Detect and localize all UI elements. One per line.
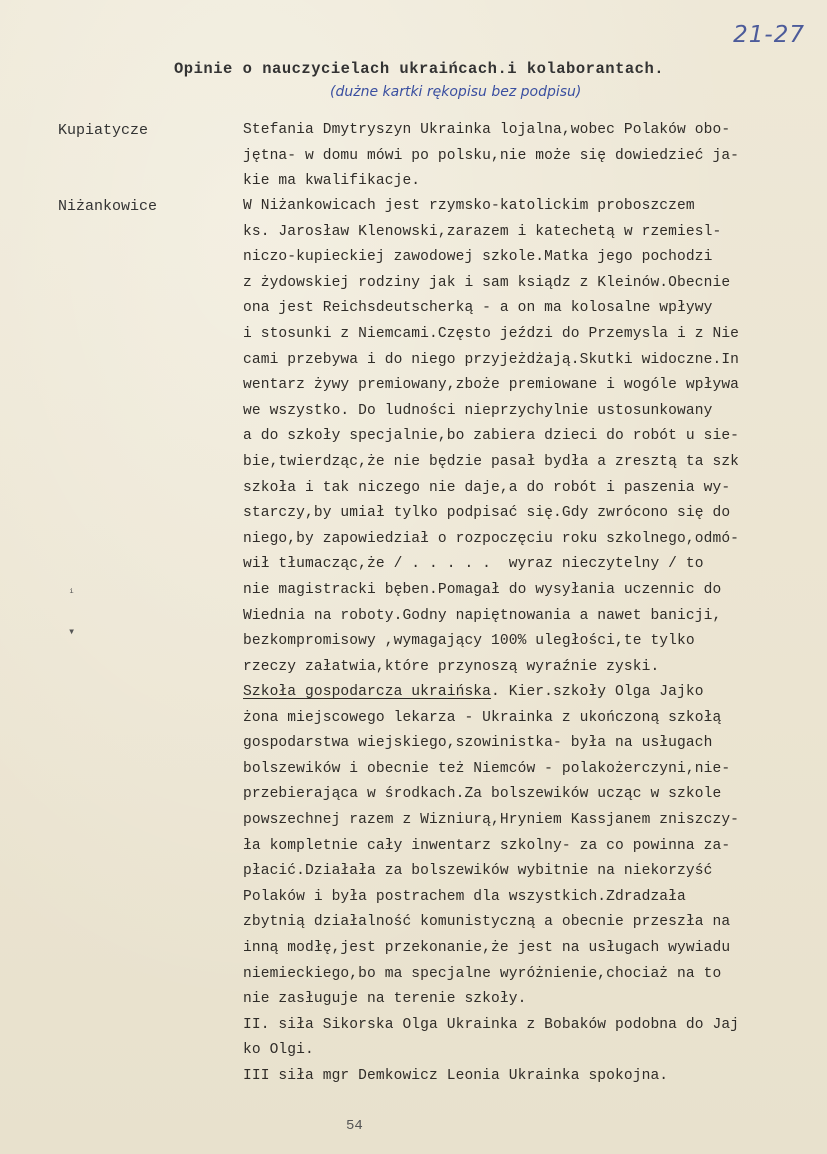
text-line: kie ma kwalifikacje. <box>243 173 421 190</box>
page-number: 54 <box>346 1118 363 1134</box>
text-line: przebierająca w środkach.Za bolszewików ucząc w szkole <box>243 786 722 803</box>
text-line: bolszewików i obecnie też Niemców - polakożerczyni,nie- <box>243 760 731 777</box>
text-line: II. siła Sikorska Olga Ukrainka z Bobaków podobna do Jaj <box>243 1016 740 1033</box>
text-line: W Niżankowicach jest rzymsko-katolickim proboszczem <box>243 198 695 214</box>
text-line: Polaków i była postrachem dla wszystkich.Zdradzała <box>243 888 686 905</box>
text-line: we wszystko. Do ludności nieprzychylnie ustosunkowany <box>243 402 713 419</box>
text-line: wił tłumacząc,że / . . . . . wyraz nieczytelny / to <box>243 556 704 573</box>
text-line: powszechnej razem z Wizniurą,Hryniem Kassjanem zniszczy- <box>243 812 740 828</box>
text-line: szkoła i tak niczego nie daje,a do robót i paszenia wy- <box>243 479 731 496</box>
text-line: z żydowskiej rodziny jak i sam ksiądz z Kleinów.Obecnie <box>243 274 731 291</box>
text-line: i stosunki z Niemcami.Często jeździ do Przemysla i z Nie <box>243 326 740 342</box>
text-line: płacić.Działała za bolszewików wybitnie na niekorzyść <box>243 863 713 880</box>
text-line: III siła mgr Demkowicz Leonia Ukrainka spokojna. <box>243 1068 669 1084</box>
text-line: zbytnią działalność komunistyczną a obecnie przeszła na <box>243 914 731 931</box>
text-line: żona miejscowego lekarza - Ukrainka z ukończoną szkołą <box>243 709 722 726</box>
text-line: bezkompromisowy ,wymagający 100% uległości,te tylko <box>243 633 695 650</box>
text-line: starczy,by umiał tylko podpisać się.Gdy zwrócono się do <box>243 505 731 522</box>
place-name-nizankowice: Niżankowice <box>58 198 158 215</box>
text-line: Stefania Dmytryszyn Ukrainka lojalna,wobec Polaków obo- <box>243 122 731 138</box>
archive-number: 21-27 <box>733 22 805 48</box>
subheading: Szkoła gospodarcza ukraińska <box>243 684 492 700</box>
handwritten-note: (dużne kartki rękopisu bez podpisu) <box>330 84 582 100</box>
text-line: a do szkoły specjalnie,bo zabiera dzieci do robót u sie- <box>243 428 740 445</box>
text-line: bie,twierdząc,że nie będzie pasał bydła a zresztą ta szk <box>243 454 740 470</box>
text-line: gospodarstwa wiejskiego,szowinistka- była na usługach <box>243 735 713 752</box>
text-line: wentarz żywy premiowany,zboże premiowane i wogóle wpływa <box>243 377 740 394</box>
text-line: inną modłę,jest przekonanie,że jest na usługach wywiadu <box>243 940 731 956</box>
subheading-rest: . Kier.szkoły Olga Jajko <box>491 684 704 700</box>
text-line: nie magistracki bęben.Pomagał do wysyłania uczennic do <box>243 582 722 598</box>
text-line: ko Olgi. <box>243 1042 314 1059</box>
text-line: niczo-kupieckiej zawodowej szkole.Matka jego pochodzi <box>243 249 713 266</box>
text-line: ona jest Reichsdeutscherką - a on ma kolosalne wpływy <box>243 300 713 317</box>
margin-arrow-icon: ▾ <box>68 625 76 639</box>
margin-mark: ⁱ <box>68 587 76 601</box>
text-line: Wiednia na roboty.Godny napiętnowania a nawet banicji, <box>243 607 722 624</box>
text-line: rzeczy załatwia,które przynoszą wyraźnie zyski. <box>243 658 660 675</box>
text-line: ła kompletnie cały inwentarz szkolny- za co powinna za- <box>243 837 731 854</box>
text-line: ks. Jarosław Klenowski,zarazem i katechetą w rzemiesl- <box>243 223 722 240</box>
page-title: Opinie o nauczycielach ukraińcach.i kolaborantach. <box>174 60 665 78</box>
text-line: nie zasługuje na terenie szkoły. <box>243 991 527 1008</box>
text-line: niemieckiego,bo ma specjalne wyróżnienie,chociaż na to <box>243 965 722 982</box>
text-line: jętna- w domu mówi po polsku,nie może się dowiedzieć ja- <box>243 147 740 164</box>
subheading-line <box>243 684 704 700</box>
text-line: cami przebywa i do niego przyjeżdżają.Skutki widoczne.In <box>243 351 740 368</box>
place-name-kupiatycze: Kupiatycze <box>58 122 149 139</box>
text-line: niego,by zapowiedział o rozpoczęciu roku szkolnego,odmó- <box>243 530 740 547</box>
